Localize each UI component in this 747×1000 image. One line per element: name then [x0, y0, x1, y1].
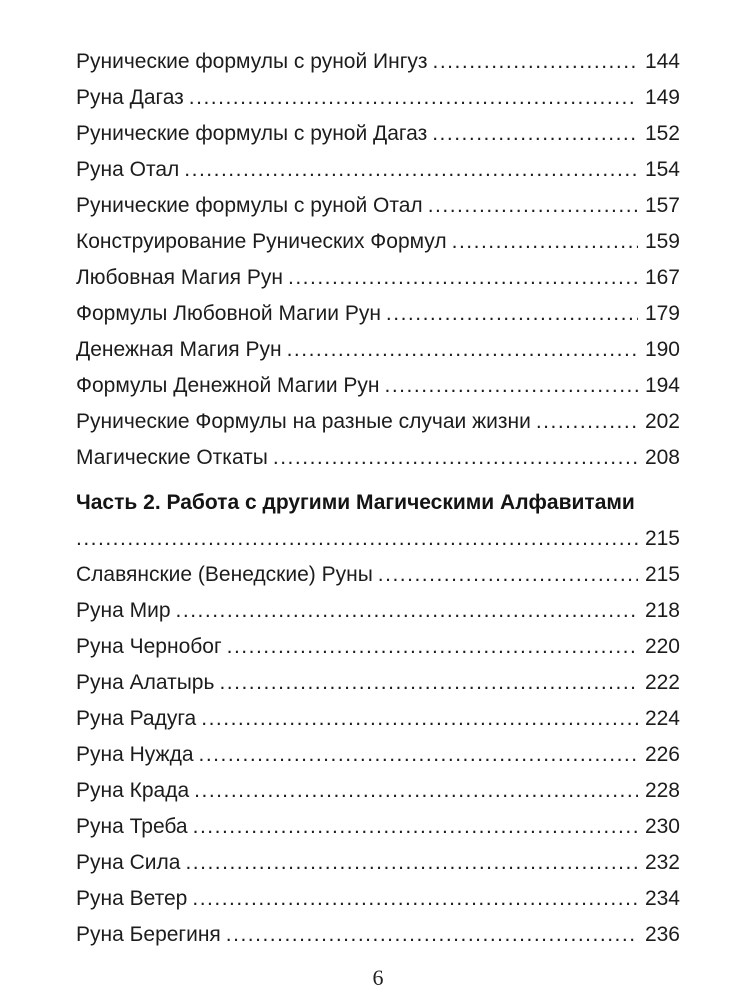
toc-entry-page: 234	[644, 887, 680, 910]
toc-entry-page: 149	[644, 86, 680, 109]
dot-leader	[288, 260, 638, 296]
toc-entry-title: Славянские (Венедские) Руны	[76, 563, 373, 586]
dot-leader	[76, 521, 638, 557]
toc-entry-page: 215	[644, 563, 680, 586]
dot-leader	[193, 809, 638, 845]
toc-entry	[76, 773, 680, 809]
toc-entry-title: Руна Нужда	[76, 743, 194, 766]
toc-part1-list	[76, 44, 680, 476]
dot-leader	[386, 296, 638, 332]
dot-leader	[227, 629, 638, 665]
dot-leader	[226, 917, 638, 953]
dot-leader	[192, 881, 638, 917]
toc-entry-page: 208	[644, 446, 680, 469]
toc-entry-title: Рунические формулы с руной Дагаз	[76, 122, 428, 145]
toc-entry-title: Рунические формулы с руной Отал	[76, 194, 423, 217]
dot-leader	[273, 440, 638, 476]
toc-entry-title: Формулы Денежной Магии Рун	[76, 374, 380, 397]
toc-entry	[76, 152, 680, 188]
toc-entry	[76, 116, 680, 152]
toc-entry-title: Руна Отал	[76, 158, 180, 181]
toc-entry	[76, 737, 680, 773]
toc-entry-title: Рунические Формулы на разные случаи жизни	[76, 410, 531, 433]
toc-entry-title: Любовная Магия Рун	[76, 266, 283, 289]
toc-entry-page: 230	[644, 815, 680, 838]
toc-entry-page: 236	[644, 923, 680, 946]
toc-entry	[76, 44, 680, 80]
toc-entry-page: 226	[644, 743, 680, 766]
toc-entry	[76, 224, 680, 260]
page-number: 6	[372, 965, 384, 990]
toc-entry	[76, 665, 680, 701]
dot-leader	[176, 593, 638, 629]
toc-entry	[76, 557, 680, 593]
dot-leader	[432, 116, 638, 152]
toc-entry-title: Формулы Любовной Магии Рун	[76, 302, 381, 325]
toc-entry-page: 152	[644, 122, 680, 145]
toc-entry-page: 222	[644, 671, 680, 694]
dot-leader	[194, 773, 638, 809]
dot-leader	[385, 368, 638, 404]
toc-entry	[76, 332, 680, 368]
toc-entry	[76, 593, 680, 629]
dot-leader	[287, 332, 638, 368]
toc-entry	[76, 845, 680, 881]
dot-leader	[433, 44, 638, 80]
toc-entry-title: Руна Чернобог	[76, 635, 222, 658]
toc-entry-page: 159	[644, 230, 680, 253]
dot-leader	[378, 557, 638, 593]
toc-entry-page: 228	[644, 779, 680, 802]
part2-heading-page: 215	[644, 527, 680, 550]
toc-entry	[76, 917, 680, 953]
toc-entry	[76, 260, 680, 296]
toc-entry-title: Руна Крада	[76, 779, 190, 802]
toc-entry-page: 224	[644, 707, 680, 730]
toc-entry	[76, 629, 680, 665]
toc-entry-title: Магические Откаты	[76, 446, 268, 469]
toc-entry-title: Конструирование Рунических Формул	[76, 230, 447, 253]
toc-entry	[76, 296, 680, 332]
dot-leader	[201, 701, 638, 737]
toc-entry	[76, 701, 680, 737]
dot-leader	[184, 152, 638, 188]
toc-entry	[76, 440, 680, 476]
part2-heading-page-row	[76, 521, 680, 557]
toc-entry	[76, 404, 680, 440]
toc-entry-title: Руна Треба	[76, 815, 188, 838]
dot-leader	[199, 737, 638, 773]
toc-entry-page: 218	[644, 599, 680, 622]
dot-leader	[185, 845, 638, 881]
toc-entry	[76, 881, 680, 917]
toc-entry-title: Руна Дагаз	[76, 86, 184, 109]
toc-entry-page: 202	[644, 410, 680, 433]
dot-leader	[452, 224, 638, 260]
dot-leader	[428, 188, 638, 224]
toc-entry-title: Руна Сила	[76, 851, 181, 874]
part2-heading: Часть 2. Работа с другими Магическими Алфавитами	[76, 491, 635, 514]
toc-entry-page: 157	[644, 194, 680, 217]
dot-leader	[219, 665, 638, 701]
toc-entry-page: 179	[644, 302, 680, 325]
toc-entry-page: 144	[644, 50, 680, 73]
toc-entry-page: 167	[644, 266, 680, 289]
dot-leader	[189, 80, 638, 116]
toc-entry-title: Руна Радуга	[76, 707, 197, 730]
toc-entry-title: Денежная Магия Рун	[76, 338, 282, 361]
toc-entry-page: 220	[644, 635, 680, 658]
toc-entry-title: Руна Мир	[76, 599, 171, 622]
toc-part2-list	[76, 557, 680, 953]
toc-entry	[76, 80, 680, 116]
toc-entry-title: Руна Алатырь	[76, 671, 215, 694]
toc-entry-page: 190	[644, 338, 680, 361]
toc-entry-title: Руна Берегиня	[76, 923, 221, 946]
toc-entry	[76, 809, 680, 845]
toc-entry-page: 232	[644, 851, 680, 874]
toc-entry	[76, 368, 680, 404]
toc-entry-title: Рунические формулы с руной Ингуз	[76, 50, 428, 73]
toc-entry-page: 154	[644, 158, 680, 181]
toc-entry	[76, 188, 680, 224]
toc-entry-title: Руна Ветер	[76, 887, 188, 910]
toc-entry-page: 194	[644, 374, 680, 397]
dot-leader	[536, 404, 638, 440]
